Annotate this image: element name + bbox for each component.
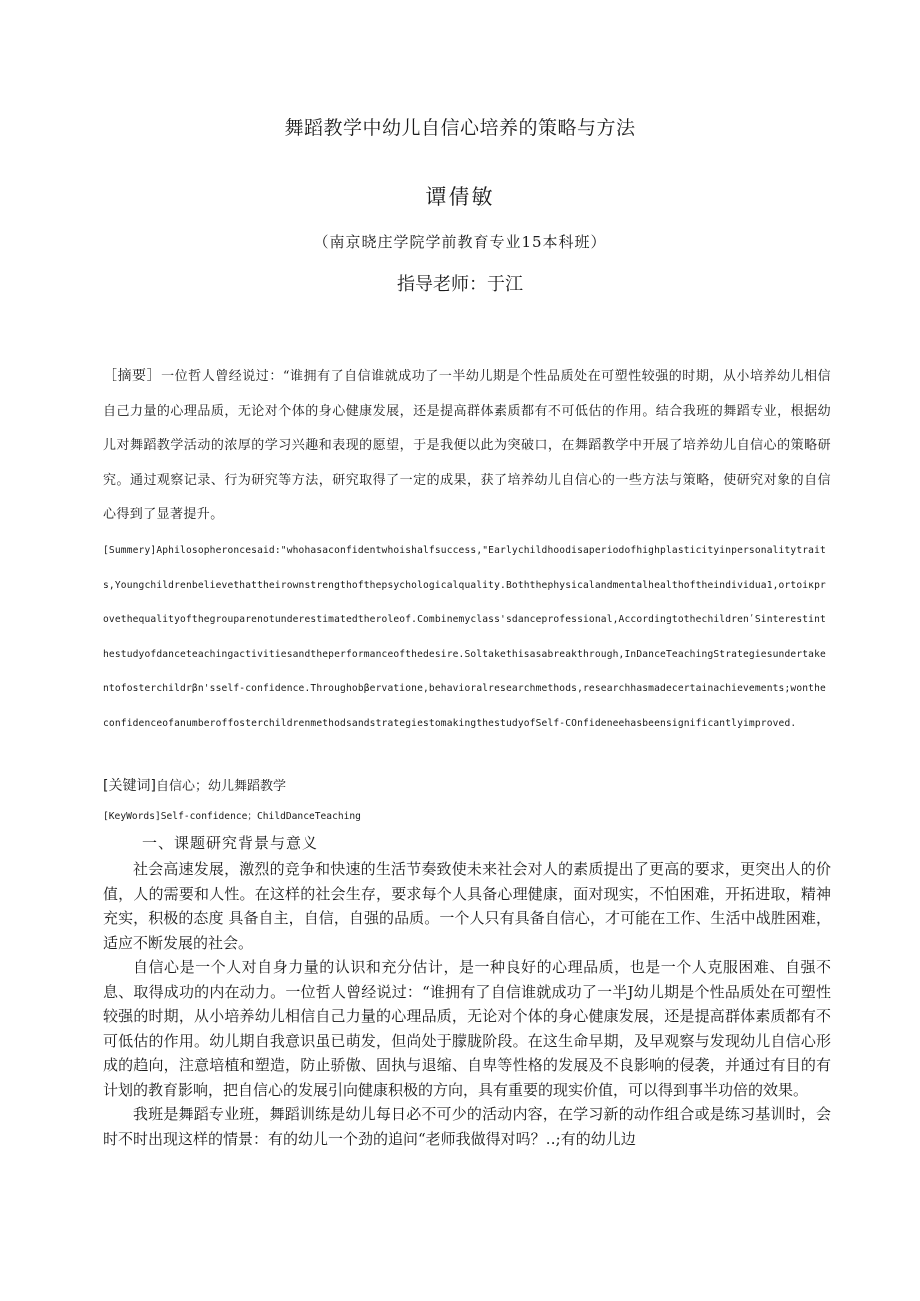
advisor-line: 指导老师：于江 xyxy=(397,274,523,295)
keywords-text: 自信心；幼儿舞蹈教学 xyxy=(155,779,286,794)
body-paragraph: 自信心是一个人对自身力量的认识和充分估计，是一种良好的心理品质，也是一个人克服困难、自强不息、取得成功的内在动力。一位哲人曾经说过：“谁拥有了自信谁就成功了一半J幼儿期是个性品质处在可塑性较强的时期，从小培养幼儿相信自己力量的心理品质，无论对个体的身心健康发展，还是提高群体素质都有不可低估的作用。幼儿期自我意识虽已萌发，但尚处于朦胧阶段。在这生命早期，及早观察与发现幼儿自信心形成的趋向，注意培植和塑造，防止骄傲、固执与退缩、自卑等性格的发展及不良影响的侵袭，并通过有目的有计划的教育影响，把自信心的发展引向健康积极的方向，具有重要的现实价值，可以得到事半功倍的效果。 xyxy=(103,958,831,1099)
section-body xyxy=(103,857,831,1151)
keywords-english: [KeyWords]Self-confidence；ChildDanceTeaching xyxy=(103,811,361,822)
section-heading: 一、课题研究背景与意义 xyxy=(142,834,319,852)
abstract-english: [Summery]Aphilosopheroncesaid:"whohasaconfidentwhoishalfsuccess,"Earlychildhoodisaperiodofhighplasticityinpersonalitytraits,Youngchildrenbelievethattheirownstrengthofthepsychologicalquality.Boththephysicalandmentalhealthoftheindividua1,ortoiκprovethequalityofthegrouparenotunderestimatedtheroleof.Combinemyclass'sdanceprofessional,AccordingtothechildrenʹSinterestinthestudyofdanceteachingactivitiesandtheperformanceofthedesire.Soltakethisasabreakthrough,InDanceTeachingStrategiesundertakentofosterchildrβn'sself-confidence.Throughobβervatione,behavioralresearchmethods,researchhasmadecertainachievements;wontheconfidenceofanumberoffosterchildrenmethodsandstrategiestomakingthestudyofSelf-COnfideneehasbeensignificantlyimproved. xyxy=(103,545,826,729)
keywords-label: [关键词] xyxy=(103,778,156,794)
abstract-label: ［摘要］ xyxy=(103,368,162,384)
author-affiliation: （南京晓庄学院学前教育专业15本科班） xyxy=(313,233,607,251)
body-paragraph: 社会高速发展，激烈的竞争和快速的生活节奏致使未来社会对人的素质提出了更高的要求，更突出人的价值，人的需要和人性。在这样的社会生存，要求每个人具备心理健康，面对现实，不怕困难，开拓进取，精神充实，积极的态度 具备自主，自信，自强的品质。一个人只有具备自信心，才可能在工作、生活中战胜困难，适应不断发展的社会。 xyxy=(103,860,831,952)
keywords-chinese xyxy=(103,775,831,795)
abstract-chinese xyxy=(103,359,831,533)
body-paragraph: 我班是舞蹈专业班，舞蹈训练是幼儿每日必不可少的活动内容，在学习新的动作组合或是练习基训时，会时不时出现这样的情景：有的幼儿一个劲的追问“老师我做得对吗？‥;有的幼儿边 xyxy=(103,1105,831,1148)
author-name: 谭倩敏 xyxy=(425,185,495,209)
paper-title: 舞蹈教学中幼儿自信心培养的策略与方法 xyxy=(284,117,636,139)
abstract-text: 一位哲人曾经说过：“谁拥有了自信谁就成功了一半幼儿期是个性品质处在可塑性较强的时期，从小培养幼儿相信自己力量的心理品质，无论对个体的身心健康发展，还是提高群体素质都有不可低估的作用。结合我班的舞蹈专业，根据幼儿对舞蹈教学活动的浓厚的学习兴趣和表现的愿望，于是我便以此为突破口，在舞蹈教学中开展了培养幼儿自信心的策略研究。通过观察记录、行为研究等方法，研究取得了一定的成果，获了培养幼儿自信心的一些方法与策略，使研究对象的自信心得到了显著提升。 xyxy=(103,369,831,522)
